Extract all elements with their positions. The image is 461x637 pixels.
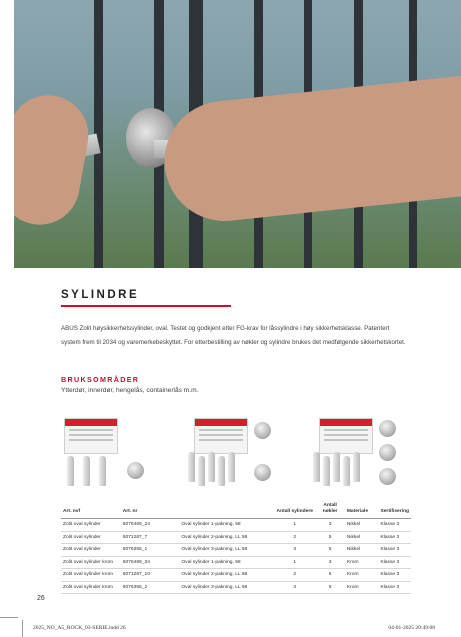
cylinder-icon [379,420,396,437]
key-icon [343,456,350,486]
crop-mark [22,620,23,637]
page-number: 26 [37,595,45,602]
cell-artnr: 5071287_7 [121,531,180,544]
cylinder-icon [127,462,144,479]
key-icon [198,456,205,486]
cylinder-icon [254,464,271,481]
cell-cylinders: 2 [274,531,315,544]
description-paragraph: ABUS Zolit høysikkerhetssylinder, oval. Testet og godkjent etter FG-krav for låssylindre i høy sikkerhetsklasse. Patentert system frem til 2034 og varemerkebeskyttet. For etterbestilling av nøkler og sylindre brukes det medfølgende sikkerhetskortet. [61,325,406,346]
key-icon [208,452,215,482]
cell-keys: 5 [315,531,344,544]
table-header-row [61,501,411,519]
security-card [64,418,118,454]
print-slug: 2025_NO_A5_ROCK_03-SERIE.indd 26 [33,625,126,631]
hero-photo [14,0,461,268]
left-hand [14,89,95,231]
product-2-image [184,412,294,497]
cell-cylinders: 2 [274,569,315,582]
key-icon [353,452,360,482]
cell-cylinders: 1 [274,556,315,569]
cell-keys: 3 [315,519,344,532]
section-title: SYLINDRE [61,289,140,301]
cell-description: Oval sylinder 2-pakning, LL 58 [179,531,274,544]
product-1-image [61,412,171,497]
cell-name: Zolit oval sylinder [61,519,121,532]
col-header-description [179,501,274,519]
table-row [61,531,411,544]
cell-description: Oval sylinder 1-pakning, 58 [179,556,274,569]
product-images [61,412,411,497]
product-3-image [309,412,419,497]
cell-artnr: 5076355_2 [121,581,180,594]
cell-description: Oval sylinder 3-pakning, LL 58 [179,581,274,594]
cell-name: Zolit oval sylinder [61,544,121,557]
security-card [319,418,373,454]
table-row [61,556,411,569]
cell-artnr: 5076469_34 [121,556,180,569]
cylinder-icon [379,444,396,461]
cell-description: Oval sylinder 1-pakning, 58 [179,519,274,532]
key-icon [228,452,235,482]
cell-name: Zolit oval sylinder krom [61,569,121,582]
table-row [61,569,411,582]
cell-artnr: 5076469_24 [121,519,180,532]
cell-keys: 5 [315,581,344,594]
key-icon [218,456,225,486]
cell-certification: Klasse 3 [378,569,411,582]
cell-artnr: 5076355_1 [121,544,180,557]
cylinder-icon [379,468,396,485]
cell-certification: Klasse 3 [378,544,411,557]
key-icon [188,452,195,482]
cell-certification: Klasse 3 [378,519,411,532]
cell-cylinders: 3 [274,544,315,557]
cell-keys: 5 [315,544,344,557]
cell-material: Nikkel [345,531,379,544]
cell-material: Nikkel [345,544,379,557]
cell-cylinders: 1 [274,519,315,532]
key-icon [313,452,320,482]
crop-mark [0,617,18,618]
security-card [194,418,248,454]
spec-table [61,501,411,594]
col-header-name: Art. nvf [61,501,121,519]
cell-name: Zolit oval sylinder krom [61,581,121,594]
cylinder-icon [254,422,271,439]
table-row [61,544,411,557]
col-header-cylinders: Antall sylindere [274,501,315,519]
key-icon [67,456,74,486]
cell-description: Oval sylinder 2-pakning, LL 58 [179,569,274,582]
cell-cylinders: 3 [274,581,315,594]
cell-name: Zolit oval sylinder [61,531,121,544]
key-icon [323,456,330,486]
title-underline [61,305,231,307]
col-header-material: Materiale [345,501,379,519]
cell-keys: 5 [315,569,344,582]
table-row [61,519,411,532]
print-date: 04-01-2025 20:49:08 [388,625,435,631]
cell-artnr: 5071287_10 [121,569,180,582]
key-icon [83,456,90,486]
cell-certification: Klasse 3 [378,581,411,594]
usage-text: Ytterdør, innerdør, hengelås, containerlås m.m. [61,387,199,394]
cell-keys: 3 [315,556,344,569]
cell-material: Nikkel [345,519,379,532]
table-row [61,581,411,594]
cell-name: Zolit oval sylinder krom [61,556,121,569]
cell-certification: Klasse 3 [378,531,411,544]
cell-description: Oval sylinder 3-pakning, LL 58 [179,544,274,557]
usage-heading: BRUKSOMRÅDER [61,375,140,384]
col-header-keys: Antall nøkler [315,501,344,519]
cell-material: Krom [345,556,379,569]
cell-certification: Klasse 3 [378,556,411,569]
key-icon [99,456,106,486]
cell-material: Krom [345,581,379,594]
col-header-artnr: Art. nr [121,501,180,519]
key-icon [333,452,340,482]
col-header-certification: Sertifisering [378,501,411,519]
cell-material: Krom [345,569,379,582]
